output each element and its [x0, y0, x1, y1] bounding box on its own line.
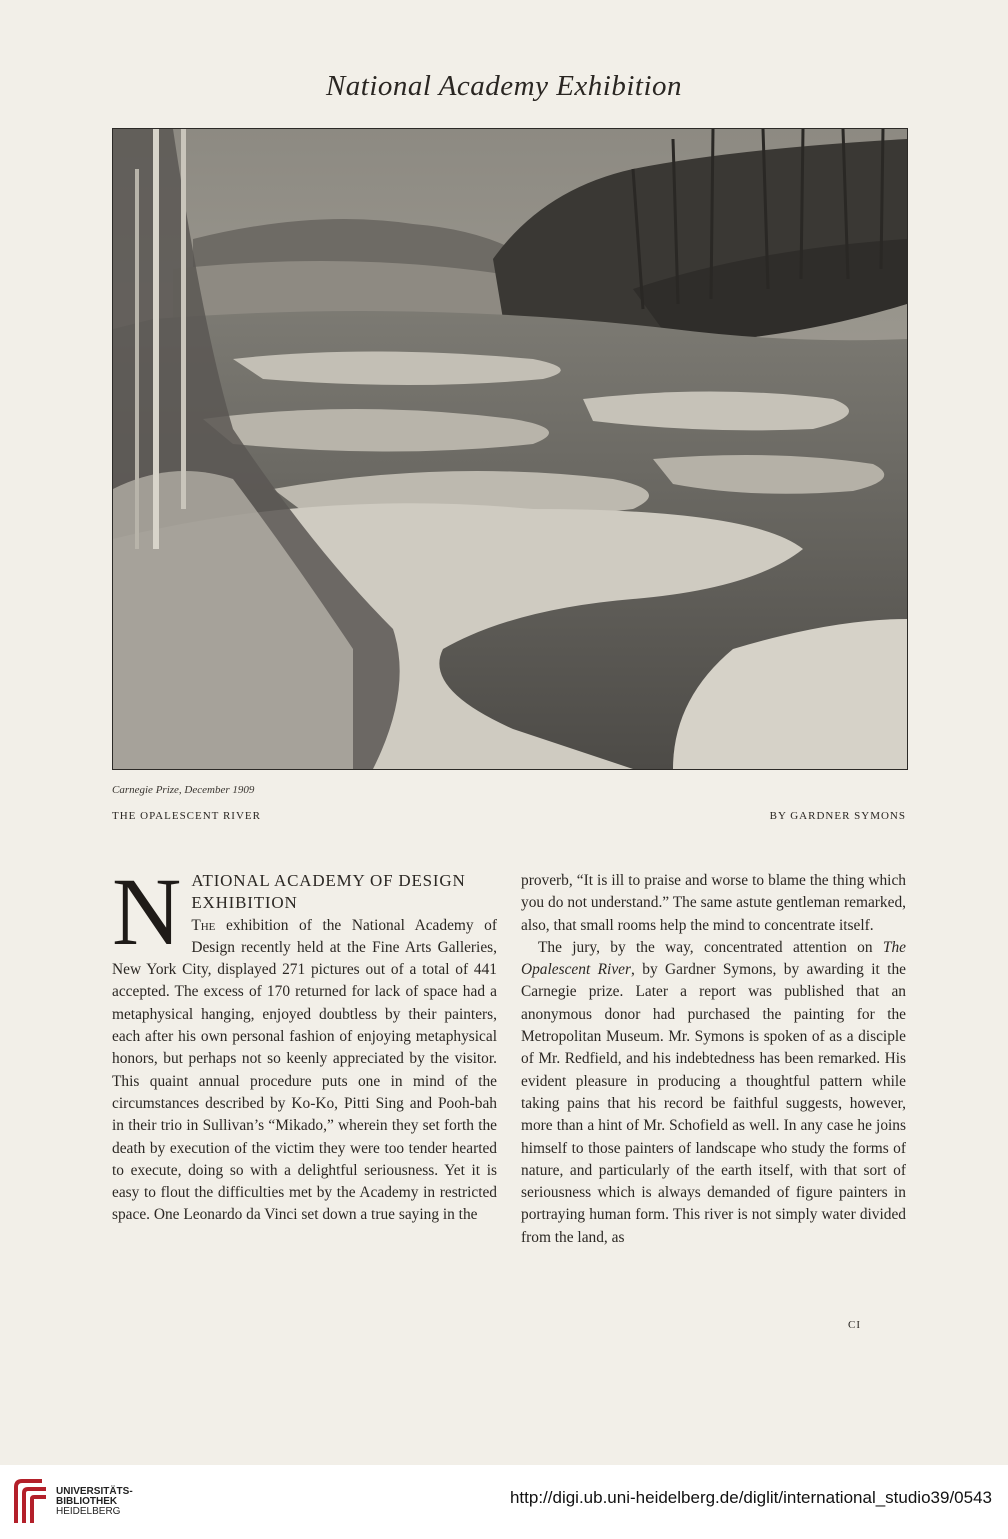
article-heading-line2: EXHIBITION [191, 893, 298, 913]
painting-title-italic: The Opalescent River [521, 938, 906, 979]
library-name-line3: HEIDELBERG [56, 1506, 121, 1517]
figure-prize-caption: Carnegie Prize, December 1909 [112, 784, 255, 796]
source-url[interactable]: http://digi.ub.uni-heidelberg.de/diglit/international_studio39/0543 [509, 1488, 992, 1507]
page-number: CI [848, 1319, 861, 1331]
paragraph-2: proverb, “It is ill to praise and worse to blame the thing which you do not understand.” The same astute gentleman remarked, also, that small rooms help the mind to concentrate itself. [521, 872, 906, 934]
paragraph-1-text: exhibition of the National Academy of Design recently held at the Fine Arts Galleries, New York City, displayed 271 pictures out of a total of 441 accepted. The excess of 170 returned for lack of space had a metaphysical hanging, enjoyed doubtless by their painters, each after his own personal fashion of enjoying metaphysical honors, but perhaps not so keenly appreciated by the visitor. This quaint annual procedure puts one in mind of the circumstances described by Ko-Ko, Pitti Sing and Pooh-bah in their trio in Sullivan’s “Mikado,” wherein they set forth the death by execution of the victim they were too tender hearted to execute, doing so with a delightful seriousness. Yet it is easy to flout the difficulties met by the Academy in restricted space. One Leonardo da Vinci set down a true saying in the [112, 916, 497, 1224]
library-name [56, 1487, 133, 1517]
paragraph-3-start: The jury, by the way, concentrated attention on [538, 938, 883, 956]
article-column-right [521, 870, 906, 1249]
figure-artist-caption: BY GARDNER SYMONS [769, 810, 906, 822]
article-heading-line1: ATIONAL ACADEMY OF DESIGN [191, 871, 466, 890]
landscape-illustration [113, 129, 907, 769]
paragraph-3 [521, 937, 906, 1249]
library-name-line1: UNIVERSITÄTS- [56, 1486, 133, 1497]
library-logo-icon [12, 1477, 50, 1527]
library-name-line2: BIBLIOTHEK [56, 1496, 118, 1507]
library-footer [0, 1465, 1008, 1539]
paragraph-3-end: , by Gardner Symons, by awarding it the Carnegie prize. Later a report was published that an anonymous donor had purchased the painting for the Metropolitan Museum. Mr. Symons is spoken of as a disciple of Mr. Redfield, and his indebtedness has been remarked. His evident pleasure in producing a thoughtful pattern while taking pains that his record be faithful suggests, however, more than a hint of Mr. Schofield as well. In any case he joins himself to those painters of landscape who study the forms of nature, and particularly of the earth itself, with that sort of seriousness which is always demanded of figure painters in portraying human form. This river is not simply water divided from the land, as [521, 961, 906, 1246]
painting-image [112, 128, 908, 770]
paragraph-1-lead: The [191, 916, 216, 934]
article-column-left [112, 858, 497, 1227]
figure-title-caption: THE OPALESCENT RIVER [112, 810, 261, 822]
paragraph-1 [112, 915, 497, 1227]
drop-cap: N [112, 858, 182, 965]
running-header: National Academy Exhibition [325, 70, 683, 102]
